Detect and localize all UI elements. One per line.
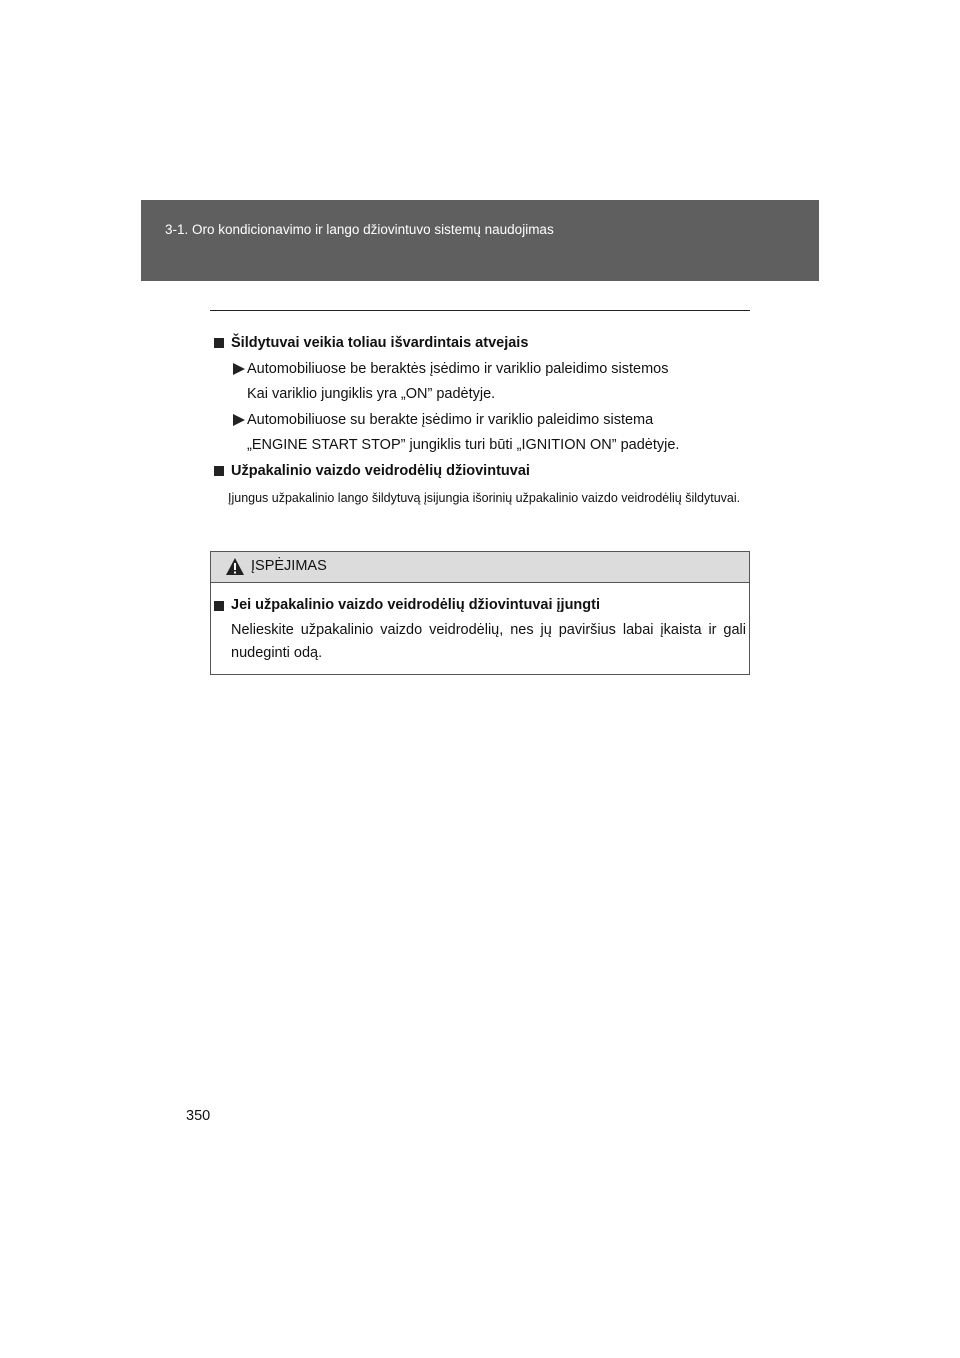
section-heading-text: Šildytuvai veikia toliau išvardintais atvejais bbox=[231, 335, 529, 351]
list-item-detail: „ENGINE START STOP” jungiklis turi būti „IGNITION ON” padėtyje. bbox=[247, 437, 680, 453]
section-heading-text: Užpakalinio vaizdo veidrodėlių džiovintuvai bbox=[231, 462, 530, 479]
warning-header bbox=[211, 552, 749, 583]
list-item-label: Automobiliuose su berakte įsėdimo ir variklio paleidimo sistema bbox=[247, 411, 654, 428]
square-bullet-icon bbox=[214, 466, 224, 476]
list-item bbox=[214, 357, 750, 383]
warning-box bbox=[210, 551, 750, 675]
warning-heading-text: Jei užpakalinio vaizdo veidrodėlių džiovintuvai įjungti bbox=[231, 597, 600, 613]
warning-title: ĮSPĖJIMAS bbox=[251, 558, 327, 574]
square-bullet-icon bbox=[214, 601, 224, 611]
page-number: 350 bbox=[186, 1108, 211, 1124]
list-item bbox=[214, 408, 750, 434]
section-divider bbox=[210, 310, 750, 311]
main-content bbox=[214, 331, 750, 509]
square-bullet-icon bbox=[214, 338, 224, 348]
section-heading-heaters bbox=[214, 331, 750, 357]
warning-triangle-icon bbox=[225, 557, 245, 576]
section-note: Įjungus užpakalinio lango šildytuvą įsijungia išorinių užpakalinio vaizdo veidrodėlių šildytuvai. bbox=[228, 491, 741, 505]
triangle-bullet-icon bbox=[233, 363, 245, 375]
warning-body bbox=[214, 594, 746, 665]
chapter-title: 3-1. Oro kondicionavimo ir lango džiovintuvo sistemų naudojimas bbox=[165, 222, 554, 237]
chapter-header bbox=[141, 200, 819, 281]
warning-heading bbox=[214, 594, 746, 617]
warning-text: Nelieskite užpakalinio vaizdo veidrodėlių, nes jų paviršius labai įkaista ir gali nudeginti odą. bbox=[231, 622, 746, 661]
list-item-label: Automobiliuose be beraktės įsėdimo ir variklio paleidimo sistemos bbox=[247, 360, 669, 377]
list-item-detail: Kai variklio jungiklis yra „ON” padėtyje. bbox=[247, 386, 496, 402]
section-heading-mirror-defoggers bbox=[214, 459, 750, 485]
triangle-bullet-icon bbox=[233, 414, 245, 426]
